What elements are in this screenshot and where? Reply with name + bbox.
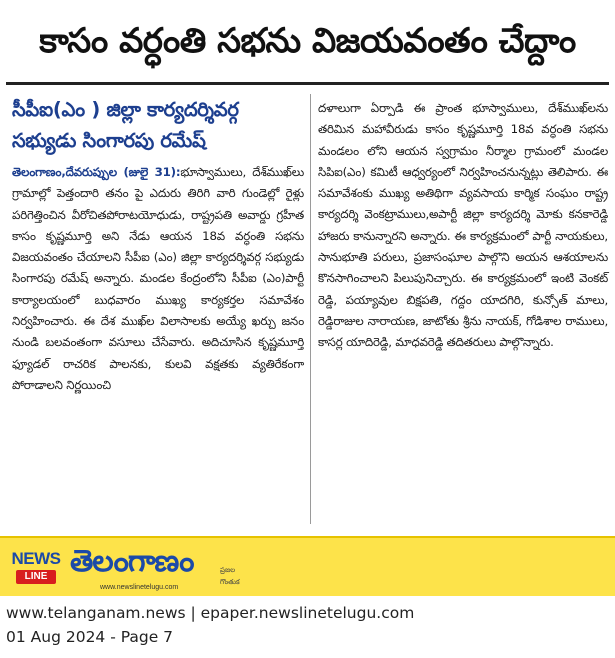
newsline-logo-news: NEWS [11,549,61,568]
epaper-date-page: 01 Aug 2024 - Page 7 [6,628,174,646]
article-body-right: దళాలుగా ఏర్పాడి ఈ ప్రాంత భూస్వాములు, దేశ్‌ముఖ్‌లను తరిమిన మహావీరుడు కాసం కృష్ణమూర్తి 18వ వర్ధంతి సభను మండలం లోని ఆయన స్వగ్రామం నీర్మాల గ్రామంలో మండల సిపిఐ(ఎం) కమిటీ ఆధ్వర్యంలో నిర్వహించనున్నట్లు తెలిపారు. ఈ సమావేశంకు ముఖ్య అతిథిగా వ్యవసాయ కార్మిక సంఘం రాష్ట్ర కార్యదర్శి వెంకట్రాములు,అపార్టీ జిల్లా కార్యదర్శి మోకు కనకారెడ్డి హాజరు కానున్నారని అన్నారు. ఈ కార్యక్రమంలో పార్టీ నాయకులు, సానుభూతి పరులు, ప్రజాసంఘాల పాల్గొని అయన ఆశయాలను కొనసాగించాలని పిలుపునిచ్చారు. ఈ కార్యక్రమంలో ఇంటి వెంకట్ రెడ్డి, పయ్యావుల బిక్షపతి, గద్దం యాదగిరి, కున్సోత్ మాలు, రెడ్డిరాజుల నారాయణ, జాటోతు శ్రీను నాయక్, గోడిశాల రాములు, కాసర్ల యాదిరెడ్డి, మాధవరెడ్డి తదితరులు పాల్గొన్నారు. [318,101,608,350]
article-column-right [318,98,608,354]
epaper-meta [0,596,615,658]
article-column-left [12,94,304,396]
article-body-left [12,162,304,396]
telanganam-logo-name: తెలంగాణం [70,544,194,579]
article-dateline: తెలంగాణం,దేవరుప్పుల (జులై 31): [12,165,181,179]
column-divider [310,94,311,524]
telanganam-tagline: ప్రజల గొంతుక [220,566,240,586]
telanganam-logo [70,542,250,594]
publication-banner [0,536,615,598]
epaper-site-links: www.telanganam.news | epaper.newslinetelugu.com [6,604,415,622]
article-subheadline: సీపీఐ(ఎం ) జిల్లా కార్యదర్శివర్గ సభ్యుడు సింగారపు రమేష్ [12,98,239,152]
newsline-logo [8,548,64,588]
telanganam-logo-url: www.newslinetelugu.com [100,584,179,591]
article-headline: కాసం వర్ధంతి సభను విజయవంతం చేద్దాం [6,8,609,85]
article-body-left-text: భూస్వాములు, దేశ్‌ముఖ్‌లు గ్రామాల్లో పెత్తందారి తనం పై ఎదురు తిరిగి వారి గుండెల్లో రైళ్లు పరిగెత్తించిన వీరోచితపోరాటయోధుడు, రాష్ట్రపతి అవార్డు గ్రహీత కాసం కృష్ణమూర్తి అని నేడు ఆయన 18వ వర్ధంతి సభను విజయవంతం చేయాలని సీపీఐ (ఎం) జిల్లా కార్యదర్శివర్గ సభ్యుడు సింగారపు రమేష్ అన్నారు. మండల కేంద్రంలోని సీపీఐ (ఎం)పార్టీ కార్యాలయంలో బుధవారం ముఖ్య కార్యకర్తల సమావేశం నిర్వహించారు. ఈ దేశ ముఖ్‌ల విలాసాలకు అయ్యే ఖర్చు జనం నుండి బలవంతంగా వసూలు చేసేవారు. అదిచూసిన కృష్ణమూర్తి ఫ్యూడల్ రాచరిక పాలనకు, కులవి వక్షతకు వ్యతిరేకంగా పోరాడాలని నిర్ణయించి [12,165,304,392]
newsline-logo-line: LINE [16,570,56,584]
